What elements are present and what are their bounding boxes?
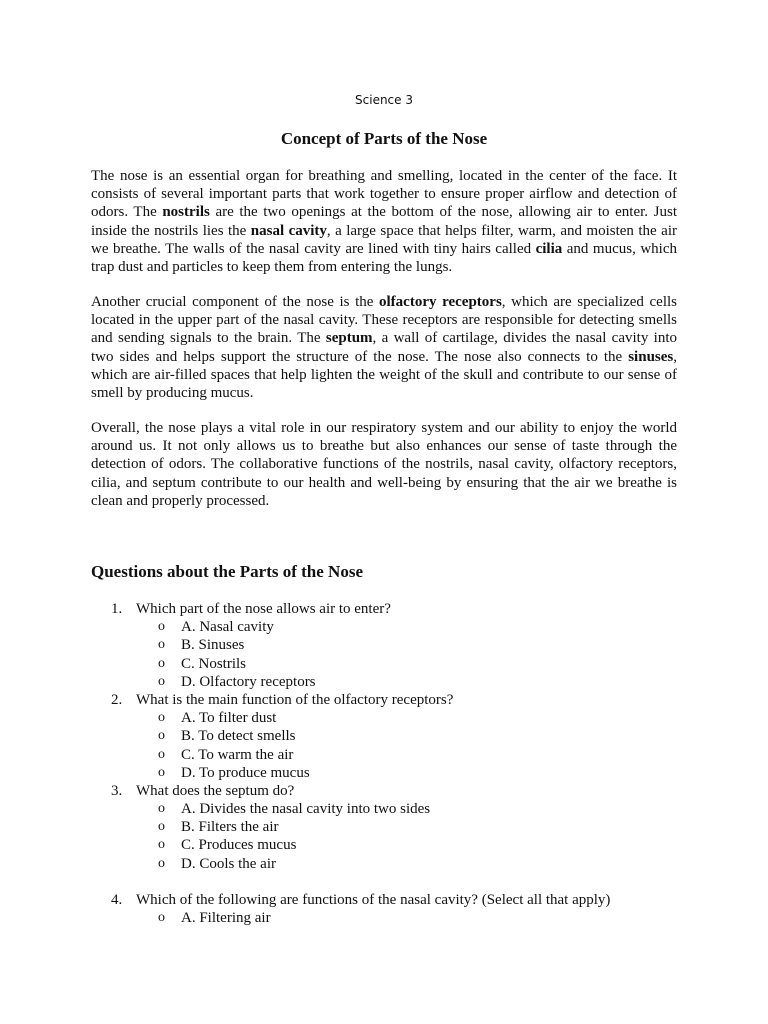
paragraph-text: , which are specialized cells located in the upper part of the nasal cavity. These receptors are responsible for detecting smells and sending signals to the brain. The: [91, 294, 677, 347]
bullet-icon: o: [158, 710, 165, 726]
option-item: [0, 655, 768, 673]
question-list: [0, 600, 768, 927]
term-olfactory-receptors: olfactory receptors: [379, 294, 502, 310]
bullet-icon: o: [158, 655, 165, 671]
option-text: C. Nostrils: [181, 655, 247, 672]
paragraph-text: , a wall of cartilage, divides the nasal cavity into two sides and helps support the structure of the nose. The nose also connects to the: [91, 330, 677, 365]
bullet-icon: o: [158, 837, 165, 853]
bullet-icon: o: [158, 673, 165, 689]
option-item: [0, 855, 768, 873]
bullet-icon: o: [158, 910, 165, 925]
option-item: [0, 818, 768, 836]
paragraph-text: , a large space that helps filter, warm, and moisten the air we breathe. The walls of the nasal cavity are lined with tiny hairs called: [91, 222, 677, 257]
option-text: B. Sinuses: [181, 637, 245, 654]
option-text: D. To produce mucus: [181, 764, 310, 781]
question-text: Which part of the nose allows air to enter?: [136, 601, 391, 617]
option-text: C. To warm the air: [181, 746, 294, 763]
bullet-icon: o: [158, 746, 165, 762]
bullet-icon: o: [158, 855, 165, 871]
bullet-icon: o: [158, 819, 165, 835]
page-title: Concept of Parts of the Nose: [280, 129, 488, 148]
question-text: What is the main function of the olfactory receptors?: [136, 691, 454, 708]
question-number: 3.: [111, 782, 123, 799]
option-text: A. Divides the nasal cavity into two sides: [181, 801, 431, 818]
term-cilia: cilia: [535, 240, 563, 257]
option-text: D. Cools the air: [181, 855, 276, 872]
question-2: [0, 691, 768, 709]
question-text: What does the septum do?: [136, 782, 295, 799]
option-item: [0, 636, 768, 654]
option-item: [0, 909, 768, 927]
option-text: B. Filters the air: [181, 819, 279, 836]
bullet-icon: o: [158, 728, 165, 744]
option-text: C. Produces mucus: [181, 837, 297, 854]
paragraph-text: Another crucial component of the nose is the: [91, 294, 380, 310]
question-1: [0, 600, 768, 618]
term-nasal-cavity: nasal cavity: [250, 222, 327, 239]
term-septum: septum: [325, 330, 373, 347]
question-number: 2.: [111, 691, 123, 708]
option-item: [0, 727, 768, 745]
questions-heading: Questions about the Parts of the Nose: [91, 562, 363, 581]
question-4: [0, 891, 768, 909]
option-item: [0, 746, 768, 764]
option-item: [0, 709, 768, 727]
paragraph-1: [91, 167, 677, 276]
option-item: [0, 764, 768, 782]
bullet-icon: o: [158, 764, 165, 780]
paragraph-text: and mucus, which trap dust and particles to keep them from entering the lungs.: [91, 240, 677, 276]
option-text: B. To detect smells: [181, 728, 296, 745]
paragraph-text: are the two openings at the bottom of the nose, allowing air to enter. Just inside the nostrils lies the: [91, 204, 677, 239]
paragraph-text: , which are air-filled spaces that help lighten the weight of the skull and contribute to our sense of smell by producing mucus.: [91, 348, 677, 402]
term-sinuses: sinuses: [628, 348, 674, 365]
question-3: [0, 782, 768, 800]
paragraph-2: [91, 293, 677, 402]
question-text: Which of the following are functions of the nasal cavity? (Select all that apply): [136, 891, 611, 908]
option-item: [0, 800, 768, 818]
question-number: 1.: [111, 601, 123, 617]
option-text: A. Nasal cavity: [181, 619, 274, 636]
paragraph-text: The nose is an essential organ for breathing and smelling, located in the center of the face. It consists of several important parts that work together to ensure proper airflow and detection of odors. The: [91, 168, 677, 221]
subject-label: Science 3: [355, 93, 413, 107]
term-nostrils: nostrils: [162, 204, 210, 221]
paragraph-3: Overall, the nose plays a vital role in our respiratory system and our ability to enjoy the world around us. It not only allows us to breathe but also enhances our sense of taste through the detection of odors. The collaborative functions of the nostrils, nasal cavity, olfactory receptors, cilia, and septum contribute to our health and well-being by ensuring that the air we breathe is clean and properly processed.: [91, 420, 677, 509]
option-item: [0, 618, 768, 636]
bullet-icon: o: [158, 619, 165, 635]
option-text: D. Olfactory receptors: [181, 673, 316, 690]
option-item: [0, 836, 768, 854]
bullet-icon: o: [158, 801, 165, 817]
option-item: [0, 673, 768, 691]
option-text: A. Filtering air: [181, 910, 271, 926]
option-text: A. To filter dust: [181, 710, 277, 727]
question-number: 4.: [111, 891, 123, 908]
bullet-icon: o: [158, 637, 165, 653]
